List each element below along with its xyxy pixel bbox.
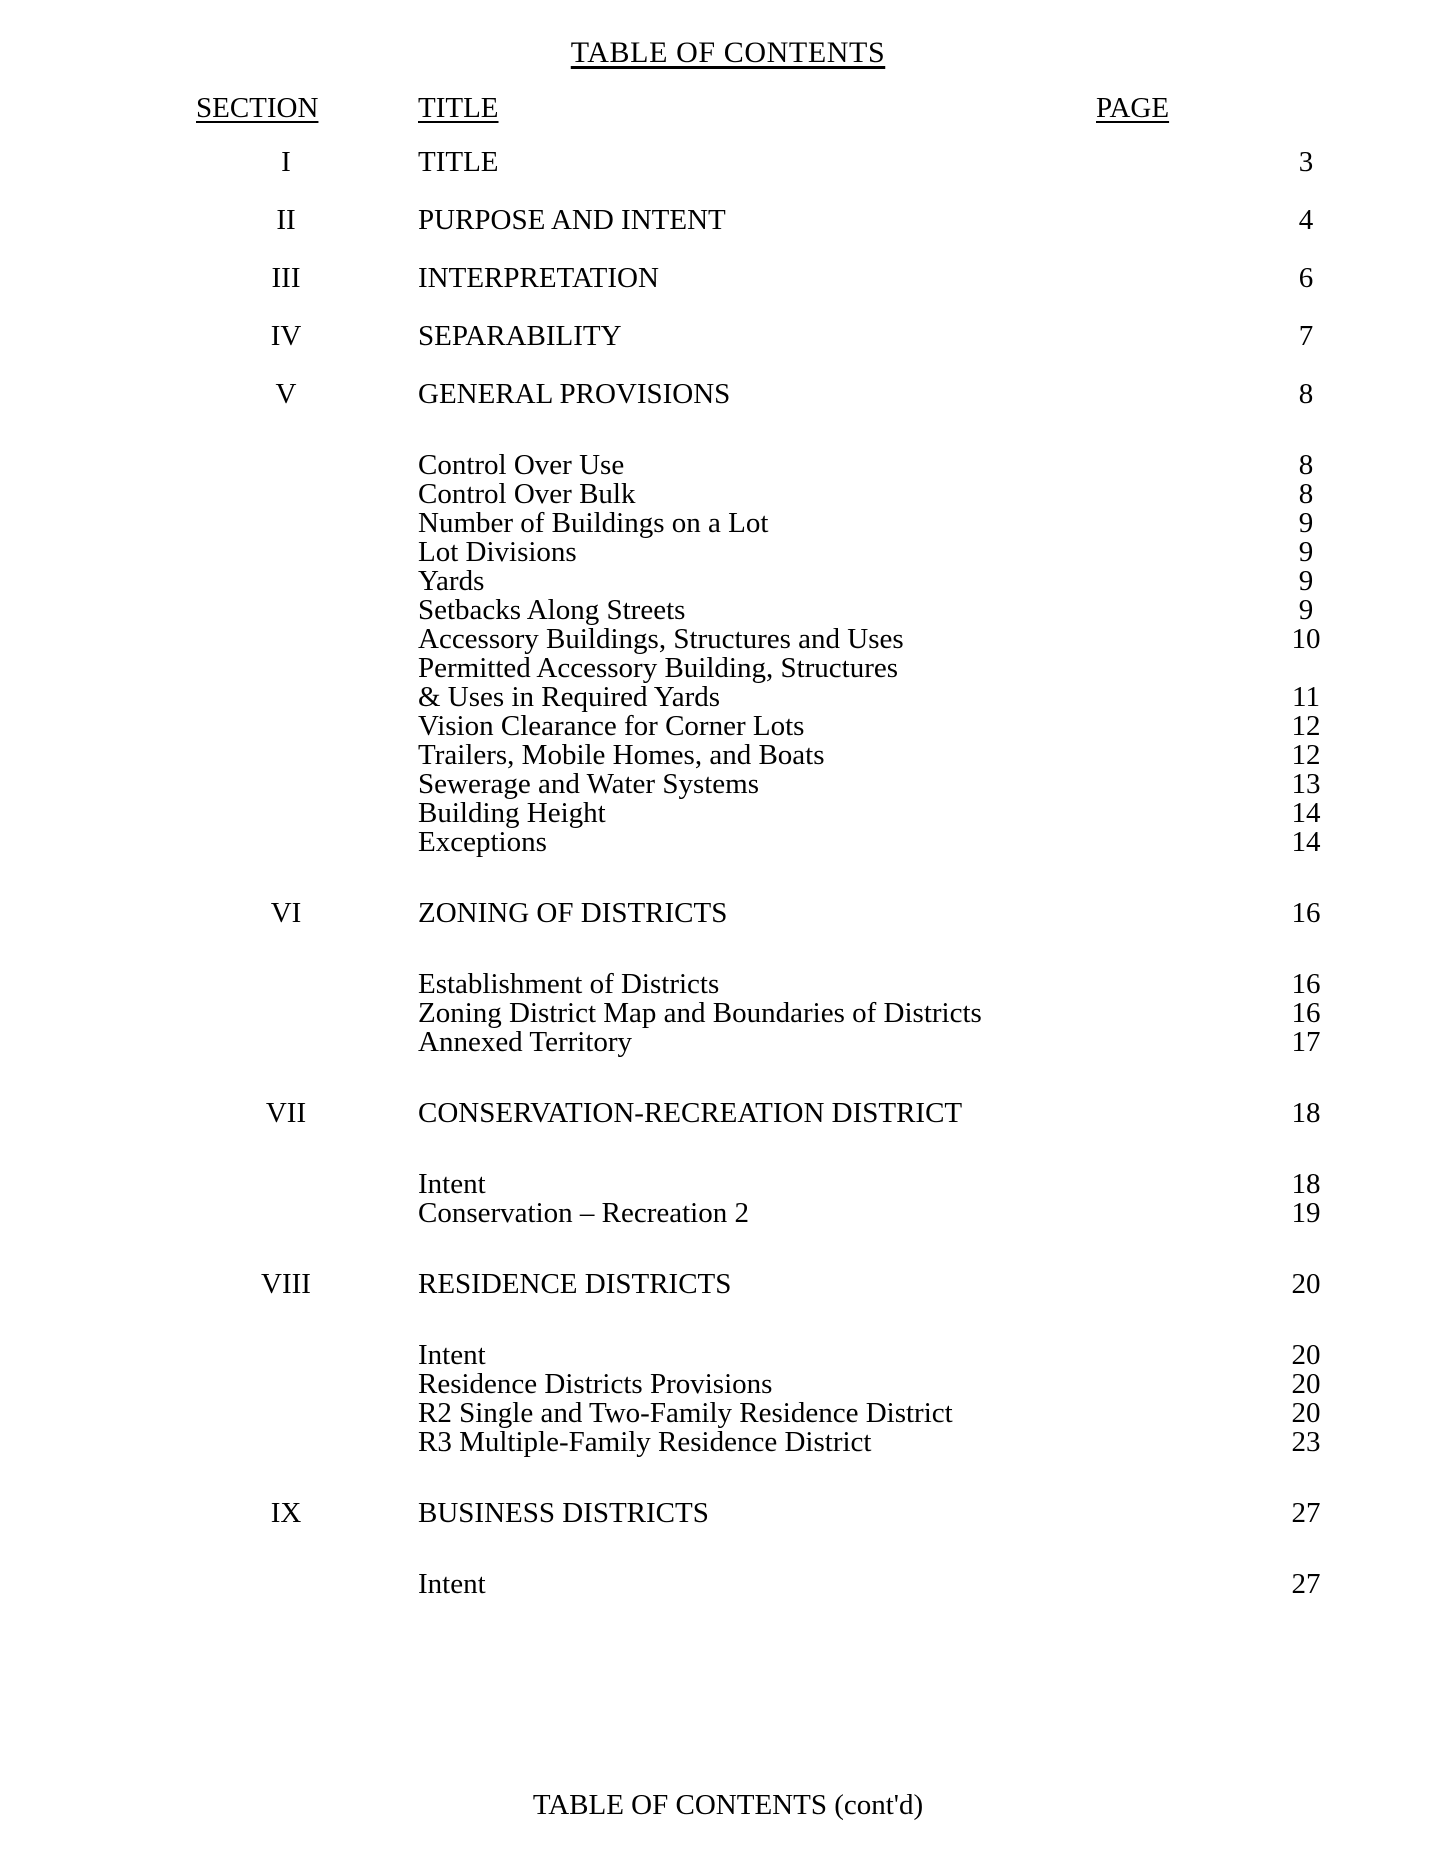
section-page: 3 [1298, 146, 1314, 178]
section-title: RESIDENCE DISTRICTS [418, 1268, 732, 1300]
section-page: 7 [1298, 320, 1314, 352]
toc-row-section-iv[interactable] [0, 322, 1456, 351]
section-title: SEPARABILITY [418, 320, 622, 352]
section-number: VII [265, 1097, 307, 1129]
toc-subrow[interactable] [0, 480, 1456, 509]
subitem-page: 8 [1298, 449, 1314, 481]
toc-subrow[interactable] [0, 509, 1456, 538]
section-page: 4 [1298, 204, 1314, 236]
subitem-title: Intent [418, 1339, 486, 1371]
column-header-page [1096, 93, 1169, 125]
subitem-title: Number of Buildings on a Lot [418, 507, 769, 539]
toc-subrow[interactable] [0, 1399, 1456, 1428]
toc-subrow[interactable] [0, 1370, 1456, 1399]
toc-row-section-vi[interactable] [0, 899, 1456, 928]
section-number: II [276, 204, 296, 236]
row-spacer [0, 177, 1456, 206]
subitem-title: Building Height [418, 797, 606, 829]
row-spacer [0, 1228, 1456, 1256]
toc-subrow[interactable] [0, 1170, 1456, 1199]
toc-subrow[interactable] [0, 828, 1456, 857]
toc-subrow[interactable] [0, 1428, 1456, 1457]
section-number: III [271, 262, 301, 294]
row-spacer [0, 1485, 1456, 1499]
row-spacer [0, 956, 1456, 970]
section-page: 16 [1291, 897, 1321, 929]
subitem-title: Yards [418, 565, 485, 597]
toc-row-section-v[interactable] [0, 380, 1456, 409]
subitem-title: Sewerage and Water Systems [418, 768, 760, 800]
subitem-title: Conservation – Recreation 2 [418, 1197, 749, 1229]
subitem-page: 12 [1291, 739, 1321, 771]
section-title: PURPOSE AND INTENT [418, 204, 726, 236]
toc-row-section-iii[interactable] [0, 264, 1456, 293]
toc-row-section-ii[interactable] [0, 206, 1456, 235]
section-title: GENERAL PROVISIONS [418, 378, 731, 410]
subitem-page: 14 [1291, 797, 1321, 829]
column-header-title-label: TITLE [418, 92, 499, 124]
toc-subrow[interactable] [0, 1570, 1456, 1599]
section-page: 20 [1291, 1268, 1321, 1300]
toc-subrow-wrapped-first[interactable] [0, 654, 1456, 683]
subitem-page: 20 [1291, 1397, 1321, 1429]
subitem-page: 10 [1291, 623, 1321, 655]
subitem-page: 17 [1291, 1026, 1321, 1058]
subitem-page: 19 [1291, 1197, 1321, 1229]
subitem-page: 16 [1291, 997, 1321, 1029]
toc-subrow[interactable] [0, 970, 1456, 999]
subitem-page: 11 [1292, 681, 1320, 713]
toc-row-section-i[interactable] [0, 148, 1456, 177]
toc-subrow-wrapped-second[interactable] [0, 683, 1456, 712]
subitem-title: Vision Clearance for Corner Lots [418, 710, 805, 742]
subitem-page: 18 [1291, 1168, 1321, 1200]
subitem-title: Control Over Bulk [418, 478, 636, 510]
subitem-page: 12 [1291, 710, 1321, 742]
subitem-title: Lot Divisions [418, 536, 577, 568]
subitem-title: Annexed Territory [418, 1026, 633, 1058]
toc-body [0, 148, 1456, 1599]
toc-row-section-ix[interactable] [0, 1499, 1456, 1528]
section-title: BUSINESS DISTRICTS [418, 1497, 709, 1529]
toc-subrow[interactable] [0, 596, 1456, 625]
subitem-page: 20 [1291, 1339, 1321, 1371]
section-title: CONSERVATION-RECREATION DISTRICT [418, 1097, 963, 1129]
section-page: 27 [1291, 1497, 1321, 1529]
section-page: 8 [1298, 378, 1314, 410]
subitem-title: Intent [418, 1168, 486, 1200]
row-spacer [0, 1327, 1456, 1341]
column-header-section [196, 93, 318, 125]
toc-subrow[interactable] [0, 741, 1456, 770]
toc-subrow[interactable] [0, 451, 1456, 480]
toc-row-section-vii[interactable] [0, 1099, 1456, 1128]
toc-subrow[interactable] [0, 712, 1456, 741]
subitem-title: Zoning District Map and Boundaries of Districts [418, 997, 982, 1029]
subitem-title: Accessory Buildings, Structures and Uses [418, 623, 904, 655]
toc-subrow[interactable] [0, 625, 1456, 654]
row-spacer [0, 857, 1456, 885]
subitem-title: Control Over Use [418, 449, 625, 481]
section-title: ZONING OF DISTRICTS [418, 897, 728, 929]
section-number: VIII [261, 1268, 311, 1300]
section-title: TITLE [418, 146, 499, 178]
toc-subrow[interactable] [0, 999, 1456, 1028]
subitem-title: Permitted Accessory Building, Structures [418, 652, 899, 684]
row-spacer [0, 437, 1456, 451]
subitem-title: Trailers, Mobile Homes, and Boats [418, 739, 825, 771]
footer-continued [0, 1790, 1456, 1822]
subitem-page: 13 [1291, 768, 1321, 800]
toc-subrow[interactable] [0, 1028, 1456, 1057]
row-spacer [0, 409, 1456, 437]
row-spacer [0, 928, 1456, 956]
toc-subrow[interactable] [0, 799, 1456, 828]
section-number: VI [270, 897, 302, 929]
subitem-page: 9 [1298, 565, 1314, 597]
column-header-page-label: PAGE [1096, 92, 1170, 124]
subitem-page: 9 [1298, 507, 1314, 539]
section-number: V [275, 378, 297, 410]
subitem-title: Residence Districts Provisions [418, 1368, 773, 1400]
section-number: I [281, 146, 291, 178]
toc-subrow[interactable] [0, 770, 1456, 799]
toc-subrow[interactable] [0, 538, 1456, 567]
row-spacer [0, 1299, 1456, 1327]
toc-subrow[interactable] [0, 1199, 1456, 1228]
row-spacer [0, 885, 1456, 899]
row-spacer [0, 293, 1456, 322]
row-spacer [0, 1457, 1456, 1485]
subitem-page: 14 [1291, 826, 1321, 858]
toc-row-section-viii[interactable] [0, 1270, 1456, 1299]
subitem-title: R3 Multiple-Family Residence District [418, 1426, 872, 1458]
column-header-section-label: SECTION [196, 92, 319, 124]
subitem-title: Setbacks Along Streets [418, 594, 686, 626]
row-spacer [0, 1528, 1456, 1556]
section-title: INTERPRETATION [418, 262, 659, 294]
row-spacer [0, 1128, 1456, 1156]
subitem-page: 9 [1298, 594, 1314, 626]
subitem-page: 23 [1291, 1426, 1321, 1458]
row-spacer [0, 351, 1456, 380]
row-spacer [0, 1156, 1456, 1170]
subitem-title: Exceptions [418, 826, 547, 858]
toc-subrow[interactable] [0, 567, 1456, 596]
section-page: 18 [1291, 1097, 1321, 1129]
column-header-title [418, 93, 499, 125]
subitem-page: 20 [1291, 1368, 1321, 1400]
page-title [0, 36, 1456, 69]
footer-continued-text: TABLE OF CONTENTS (cont'd) [532, 1789, 924, 1822]
subitem-page: 27 [1291, 1568, 1321, 1600]
subitem-title: Establishment of Districts [418, 968, 720, 1000]
section-number: IX [270, 1497, 302, 1529]
toc-subrow[interactable] [0, 1341, 1456, 1370]
subitem-page: 16 [1291, 968, 1321, 1000]
subitem-page: 9 [1298, 536, 1314, 568]
subitem-page: 8 [1298, 478, 1314, 510]
row-spacer [0, 1057, 1456, 1085]
section-page: 6 [1298, 262, 1314, 294]
section-number: IV [270, 320, 302, 352]
subitem-title: R2 Single and Two-Family Residence District [418, 1397, 953, 1429]
row-spacer [0, 1556, 1456, 1570]
subitem-title: & Uses in Required Yards [418, 681, 721, 713]
page-title-text: TABLE OF CONTENTS [570, 36, 886, 69]
row-spacer [0, 235, 1456, 264]
column-header-row [0, 93, 1456, 133]
subitem-title: Intent [418, 1568, 486, 1600]
